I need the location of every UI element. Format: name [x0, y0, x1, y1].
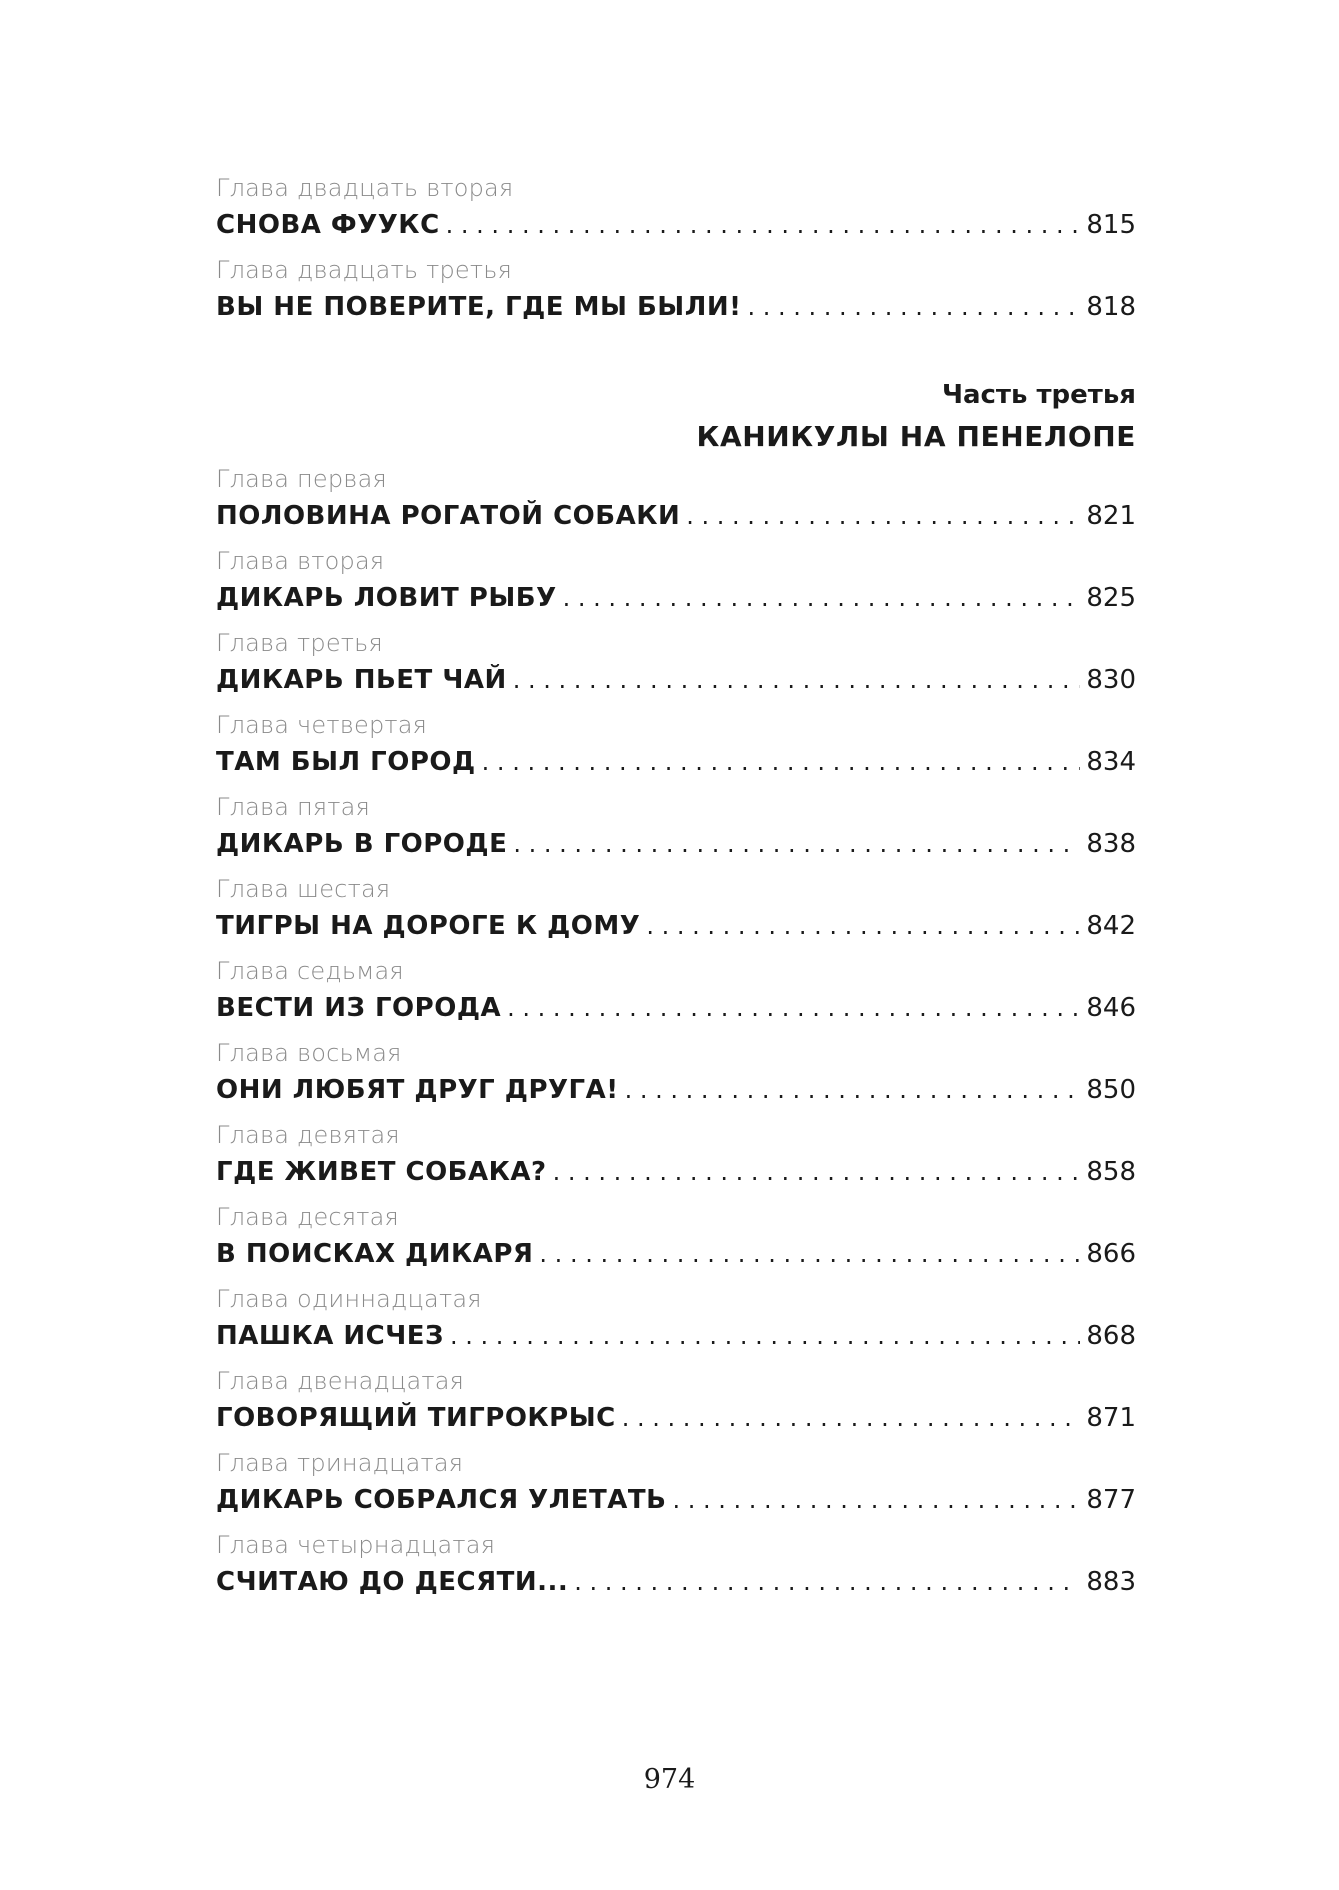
chapter-number-label: Глава третья [216, 629, 383, 657]
dot-leader [747, 287, 1080, 327]
chapter-title: ДИКАРЬ В ГОРОДЕ [216, 829, 508, 859]
dot-leader [574, 1562, 1080, 1602]
page-number: 830 [1086, 665, 1136, 695]
chapter-number-label: Глава пятая [216, 793, 370, 821]
page-number: 815 [1086, 210, 1136, 240]
chapter-title: ДИКАРЬ СОБРАЛСЯ УЛЕТАТЬ [216, 1485, 667, 1515]
page-number: 871 [1086, 1403, 1136, 1433]
toc-entry[interactable] [216, 872, 1136, 954]
toc-entry[interactable] [216, 1118, 1136, 1200]
toc-title-line [216, 824, 1136, 864]
dot-leader [539, 1234, 1080, 1274]
page-number: 821 [1086, 501, 1136, 531]
page-number: 883 [1086, 1567, 1136, 1597]
chapter-number-label: Глава четвертая [216, 711, 428, 739]
chapter-number-label: Глава двадцать третья [216, 256, 512, 284]
toc-entry[interactable] [216, 1364, 1136, 1446]
chapter-title: В ПОИСКАХ ДИКАРЯ [216, 1239, 534, 1269]
page-number: 842 [1086, 911, 1136, 941]
toc-title-line [216, 1316, 1136, 1356]
chapter-title: ТИГРЫ НА ДОРОГЕ К ДОМУ [216, 911, 641, 941]
dot-leader [482, 742, 1081, 782]
chapter-title: ВЕСТИ ИЗ ГОРОДА [216, 993, 502, 1023]
chapter-number-label: Глава восьмая [216, 1039, 402, 1067]
page-number: 846 [1086, 993, 1136, 1023]
dot-leader [625, 1070, 1081, 1110]
toc-entry[interactable] [216, 708, 1136, 790]
dot-leader [646, 906, 1080, 946]
chapter-title: ВЫ НЕ ПОВЕРИТЕ, ГДЕ МЫ БЫЛИ! [216, 292, 742, 322]
page-number: 866 [1086, 1239, 1136, 1269]
page-number: 868 [1086, 1321, 1136, 1351]
chapter-number-label: Глава тринадцатая [216, 1449, 464, 1477]
chapter-title: ОНИ ЛЮБЯТ ДРУГ ДРУГА! [216, 1075, 619, 1105]
toc-entry[interactable] [216, 790, 1136, 872]
page-number: 877 [1086, 1485, 1136, 1515]
toc-title-line [216, 578, 1136, 618]
chapter-number-label: Глава девятая [216, 1121, 400, 1149]
chapter-title: ДИКАРЬ ЛОВИТ РЫБУ [216, 583, 557, 613]
toc-title-line [216, 205, 1136, 245]
folio-page-number: 974 [643, 1764, 696, 1795]
toc-list-previous-part [216, 171, 1136, 335]
part-header [216, 375, 1136, 459]
dot-leader [672, 1480, 1080, 1520]
dot-leader [563, 578, 1081, 618]
dot-leader [686, 496, 1080, 536]
toc-title-line [216, 1398, 1136, 1438]
toc-entry[interactable] [216, 1036, 1136, 1118]
part-number-label: Часть третья [941, 380, 1136, 410]
chapter-number-label: Глава четырнадцатая [216, 1531, 496, 1559]
toc-entry[interactable] [216, 954, 1136, 1036]
toc-entry[interactable] [216, 1446, 1136, 1528]
page-number: 818 [1086, 292, 1136, 322]
toc-title-line [216, 1234, 1136, 1274]
chapter-number-label: Глава двенадцатая [216, 1367, 465, 1395]
page-number: 838 [1086, 829, 1136, 859]
dot-leader [622, 1398, 1081, 1438]
dot-leader [450, 1316, 1080, 1356]
page-number: 850 [1086, 1075, 1136, 1105]
toc-title-line [216, 1562, 1136, 1602]
chapter-number-label: Глава одиннадцатая [216, 1285, 482, 1313]
chapter-title: ПАШКА ИСЧЕЗ [216, 1321, 445, 1351]
toc-title-line [216, 1070, 1136, 1110]
chapter-title: ГДЕ ЖИВЕТ СОБАКА? [216, 1157, 547, 1187]
toc-entry[interactable] [216, 462, 1136, 544]
chapter-number-label: Глава первая [216, 465, 387, 493]
toc-list-part-three [216, 462, 1136, 1610]
toc-title-line [216, 742, 1136, 782]
toc-entry[interactable] [216, 1282, 1136, 1364]
chapter-number-label: Глава седьмая [216, 957, 404, 985]
toc-entry[interactable] [216, 544, 1136, 626]
chapter-title: ТАМ БЫЛ ГОРОД [216, 747, 476, 777]
chapter-title: ПОЛОВИНА РОГАТОЙ СОБАКИ [216, 501, 681, 531]
page-number: 834 [1086, 747, 1136, 777]
chapter-title: СЧИТАЮ ДО ДЕСЯТИ... [216, 1567, 569, 1597]
toc-entry[interactable] [216, 171, 1136, 253]
page-number: 825 [1086, 583, 1136, 613]
toc-title-line [216, 287, 1136, 327]
chapter-title: СНОВА ФУУКС [216, 210, 440, 240]
toc-entry[interactable] [216, 253, 1136, 335]
chapter-title: ГОВОРЯЩИЙ ТИГРОКРЫС [216, 1403, 616, 1433]
toc-title-line [216, 1480, 1136, 1520]
chapter-number-label: Глава двадцать вторая [216, 174, 514, 202]
dot-leader [507, 988, 1080, 1028]
part-title: КАНИКУЛЫ НА ПЕНЕЛОПЕ [696, 420, 1136, 453]
chapter-number-label: Глава шестая [216, 875, 391, 903]
dot-leader [446, 205, 1081, 245]
dot-leader [553, 1152, 1081, 1192]
toc-entry[interactable] [216, 1528, 1136, 1610]
chapter-number-label: Глава десятая [216, 1203, 399, 1231]
page-number: 858 [1086, 1157, 1136, 1187]
chapter-number-label: Глава вторая [216, 547, 385, 575]
toc-title-line [216, 906, 1136, 946]
toc-title-line [216, 1152, 1136, 1192]
toc-title-line [216, 496, 1136, 536]
chapter-title: ДИКАРЬ ПЬЕТ ЧАЙ [216, 665, 507, 695]
toc-entry[interactable] [216, 1200, 1136, 1282]
dot-leader [513, 824, 1080, 864]
toc-title-line [216, 988, 1136, 1028]
toc-entry[interactable] [216, 626, 1136, 708]
dot-leader [513, 660, 1081, 700]
toc-title-line [216, 660, 1136, 700]
